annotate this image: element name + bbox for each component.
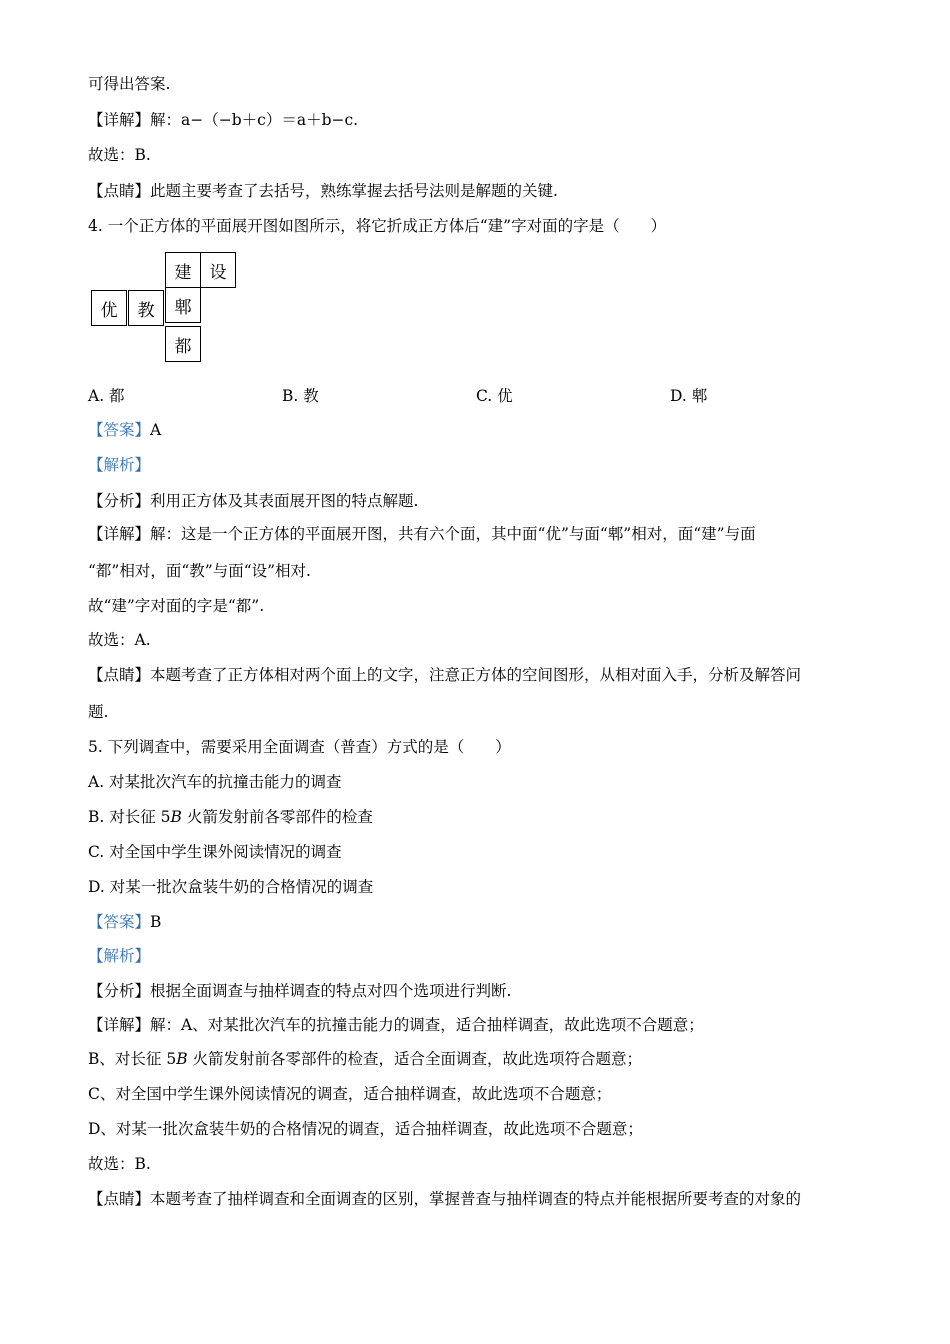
q4-conclusion: 故“建”字对面的字是“都”.	[88, 597, 265, 615]
cube-face-du: 都	[165, 326, 201, 362]
question-5: 5. 下列调查中，需要采用全面调查（普查）方式的是（ ）	[88, 738, 511, 756]
q4-option-d: D. 郫	[670, 387, 708, 405]
q5-detail-b	[88, 1049, 642, 1069]
detail-b-pre: B、对长征 5	[88, 1050, 177, 1068]
comment-text: 本题考查了正方体相对两个面上的文字，注意正方体的空间图形，从相对面入手，分析及解答问	[150, 666, 802, 684]
option-b-post: 火箭发射前各零部件的检查	[181, 808, 373, 826]
q5-comment	[88, 1189, 801, 1209]
option-b-pre: B. 对长征 5	[88, 808, 171, 826]
answer-value: A	[150, 421, 162, 439]
q5-answer	[88, 912, 161, 932]
q5-detail-a	[88, 1015, 704, 1035]
answer-value: B	[150, 913, 162, 931]
answer-tag: 【答案】	[88, 913, 151, 931]
q4-option-c: C. 优	[476, 387, 513, 405]
q4-detail-1	[88, 524, 756, 544]
q4-option-a: A. 都	[88, 387, 125, 405]
fenxi-tag: 【分析】	[88, 492, 151, 510]
text-line: 可得出答案.	[88, 75, 171, 93]
cube-face-you: 优	[91, 290, 127, 326]
q5-option-a: A. 对某批次汽车的抗撞击能力的调查	[88, 773, 342, 791]
q5-choose: 故选：B.	[88, 1155, 151, 1173]
detail-line	[88, 110, 358, 130]
question-4: 4. 一个正方体的平面展开图如图所示，将它折成正方体后“建”字对面的字是（ ）	[88, 217, 667, 235]
q4-answer	[88, 420, 161, 440]
detail-tag: 【详解】	[88, 525, 151, 543]
q5-option-b	[88, 807, 373, 827]
answer-tag: 【答案】	[88, 421, 151, 439]
comment-tag: 【点睛】	[88, 1190, 151, 1208]
detail-b-post: 火箭发射前各零部件的检查，适合全面调查，故此选项符合题意；	[187, 1050, 643, 1068]
cube-face-bi: 郫	[165, 287, 201, 323]
comment-tag: 【点睛】	[88, 666, 151, 684]
cube-net-figure	[91, 252, 241, 364]
comment-tag: 【点睛】	[88, 182, 151, 200]
choice-line: 故选：B.	[88, 146, 151, 164]
q5-detail-c: C、对全国中学生课外阅读情况的调查，适合抽样调查，故此选项不合题意；	[88, 1085, 612, 1103]
q4-comment-1	[88, 665, 801, 685]
detail-text: 解：a−（−b＋c）＝a＋b−c.	[150, 111, 359, 129]
cube-face-jian: 建	[165, 252, 201, 288]
detail-tag: 【详解】	[88, 1016, 151, 1034]
q5-detail-d: D、对某一批次盒装牛奶的合格情况的调查，适合抽样调查，故此选项不合题意；	[88, 1120, 643, 1138]
detail-text: 解：A、对某批次汽车的抗撞击能力的调查，适合抽样调查，故此选项不合题意；	[150, 1016, 704, 1034]
fenxi-text: 利用正方体及其表面展开图的特点解题.	[150, 492, 419, 510]
comment-text: 此题主要考查了去括号，熟练掌握去括号法则是解题的关键.	[150, 182, 558, 200]
q4-detail-2: “都”相对，面“教”与面“设”相对.	[88, 562, 311, 580]
fenxi-tag: 【分析】	[88, 982, 151, 1000]
detail-b-var: B	[176, 1050, 188, 1068]
cube-face-jiao: 教	[128, 290, 164, 326]
comment-text: 本题考查了抽样调查和全面调查的区别，掌握普查与抽样调查的特点并能根据所要考查的对象的	[150, 1190, 802, 1208]
q5-option-d: D. 对某一批次盒装牛奶的合格情况的调查	[88, 878, 374, 896]
q5-fenxi	[88, 981, 511, 1001]
detail-text: 解：这是一个正方体的平面展开图，共有六个面，其中面“优”与面“郫”相对，面“建”与面	[150, 525, 756, 543]
q4-comment-2: 题.	[88, 703, 109, 721]
option-b-var: B	[170, 808, 182, 826]
q4-choose: 故选：A.	[88, 631, 151, 649]
cube-face-she: 设	[200, 252, 236, 288]
q5-option-c: C. 对全国中学生课外阅读情况的调查	[88, 843, 342, 861]
comment-line	[88, 181, 558, 201]
fenxi-text: 根据全面调查与抽样调查的特点对四个选项进行判断.	[150, 982, 512, 1000]
q5-analysis-tag: 【解析】	[88, 947, 151, 965]
q4-fenxi	[88, 491, 418, 511]
q4-option-b: B. 教	[282, 387, 319, 405]
q4-analysis-tag: 【解析】	[88, 456, 151, 474]
detail-tag: 【详解】	[88, 111, 151, 129]
